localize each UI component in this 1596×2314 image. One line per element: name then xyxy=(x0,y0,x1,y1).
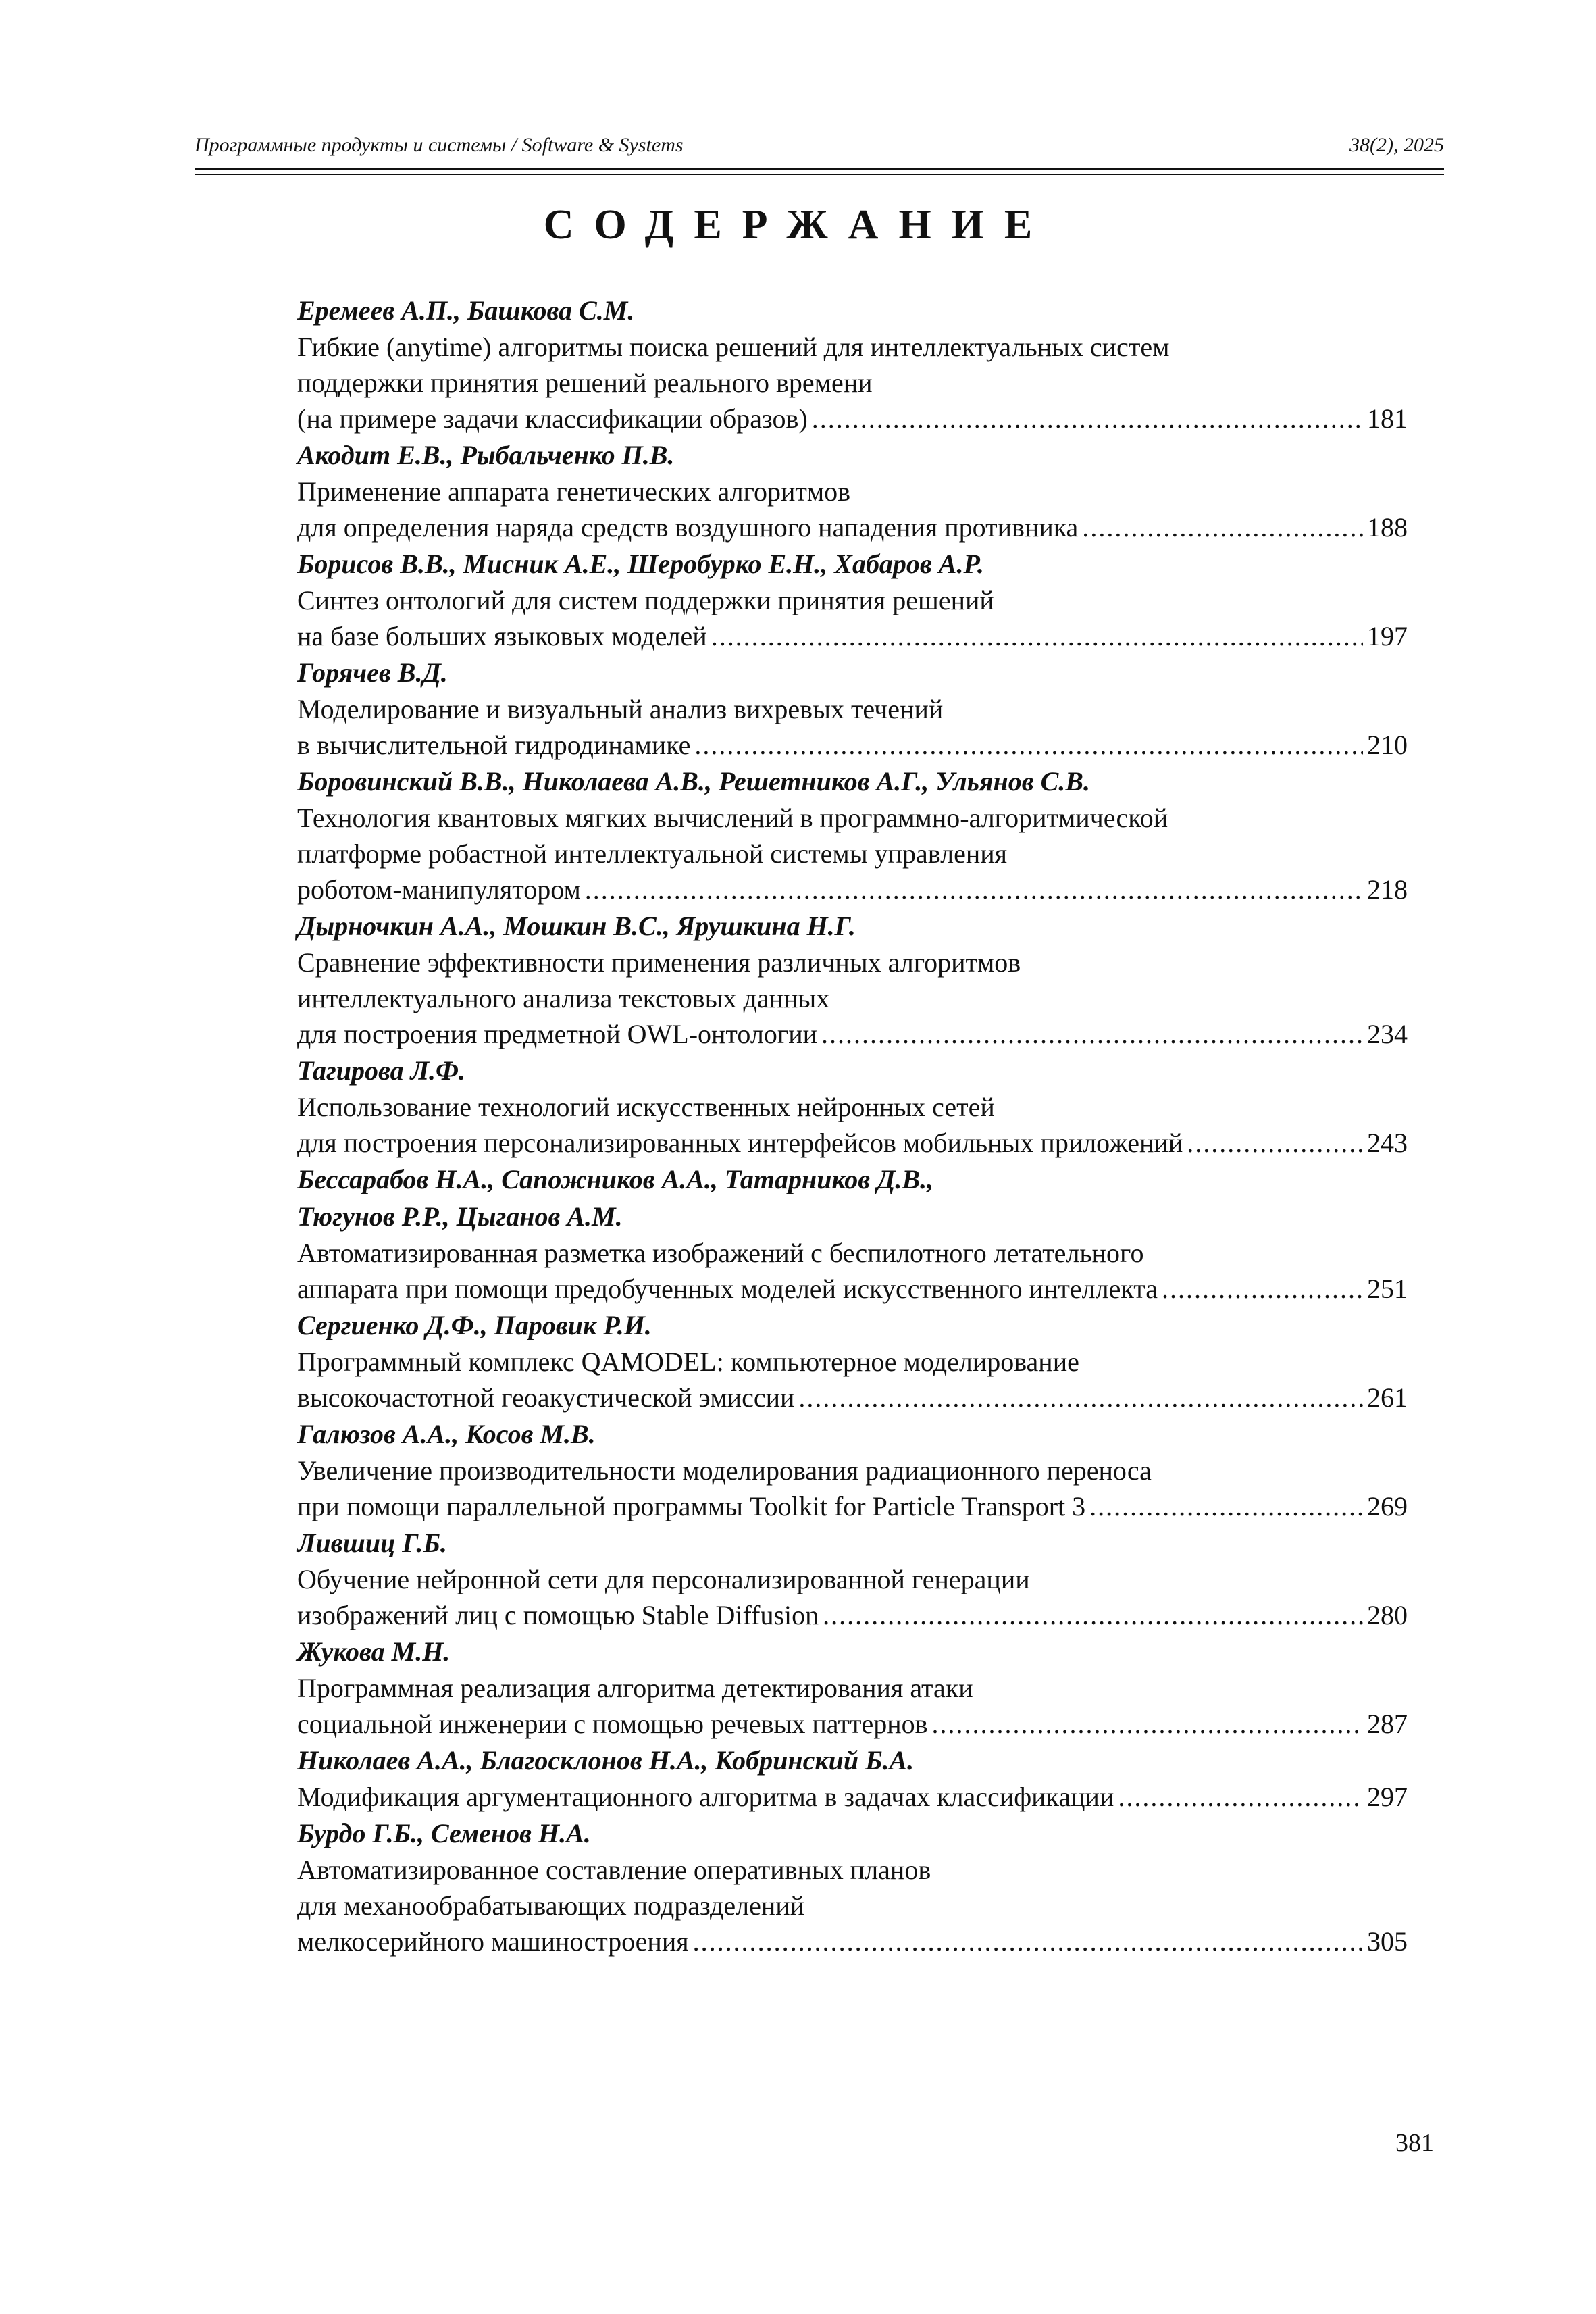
entry-last-line xyxy=(297,618,1408,654)
entry-authors: Дырночкин А.А., Мошкин В.С., Ярушкина Н.Г. xyxy=(297,911,856,941)
toc-entry xyxy=(297,1815,1408,1959)
toc-entry xyxy=(297,1742,1408,1815)
dot-leader xyxy=(1082,509,1363,545)
entry-title-line: для построения персонализированных интерфейсов мобильных приложений xyxy=(297,1128,1183,1158)
entry-authors: Бурдо Г.Б., Семенов Н.А. xyxy=(297,1818,591,1848)
entry-title-line: Программная реализация алгоритма детектирования атаки xyxy=(297,1673,973,1703)
header-rule-top xyxy=(195,168,1444,170)
entry-authors: Акодит Е.В., Рыбальченко П.В. xyxy=(297,440,675,470)
entry-last-line xyxy=(297,1380,1408,1415)
entry-title-line: Обучение нейронной сети для персонализированной генерации xyxy=(297,1564,1030,1594)
toc-entry xyxy=(297,545,1408,654)
entry-authors: Жукова М.Н. xyxy=(297,1636,451,1667)
entry-title-line: (на примере задачи классификации образов) xyxy=(297,403,808,434)
entry-page-number: 297 xyxy=(1367,1782,1408,1812)
toc-entry xyxy=(297,1052,1408,1161)
entry-title-line: изображений лиц с помощью Stable Diffusion xyxy=(297,1600,819,1630)
entry-title-line: при помощи параллельной программы Toolkit for Particle Transport 3 xyxy=(297,1491,1086,1521)
toc-entry xyxy=(297,1524,1408,1633)
entry-authors: Тюгунов Р.Р., Цыганов А.М. xyxy=(297,1201,623,1232)
entry-title-line: Автоматизированное составление оперативных планов xyxy=(297,1855,931,1885)
journal-title: Программные продукты и системы / Software & Systems xyxy=(195,134,684,156)
entry-page-number: 210 xyxy=(1367,730,1408,760)
entry-page-number: 287 xyxy=(1367,1709,1408,1739)
entry-last-line xyxy=(297,872,1408,907)
entry-last-line xyxy=(297,1706,1408,1742)
entry-page-number: 251 xyxy=(1367,1274,1408,1304)
entry-title-line: на базе больших языковых моделей xyxy=(297,621,707,651)
dot-leader xyxy=(932,1706,1364,1742)
entry-last-line xyxy=(297,1271,1408,1307)
dot-leader xyxy=(1187,1125,1363,1161)
dot-leader xyxy=(798,1380,1363,1415)
entry-title-line: Сравнение эффективности применения различных алгоритмов xyxy=(297,947,1021,978)
entry-authors: Тагирова Л.Ф. xyxy=(297,1055,466,1086)
entry-title-line: Гибкие (anytime) алгоритмы поиска решений для интеллектуальных систем xyxy=(297,332,1170,362)
entry-last-line xyxy=(297,727,1408,763)
entry-last-line xyxy=(297,401,1408,436)
toc-entry xyxy=(297,292,1408,436)
entry-title-line: для построения предметной OWL-онтологии xyxy=(297,1019,818,1049)
entry-authors: Николаев А.А., Благосклонов Н.А., Кобринский Б.А. xyxy=(297,1745,915,1776)
entry-title-line: мелкосерийного машиностроения xyxy=(297,1926,689,1957)
entry-authors: Лившиц Г.Б. xyxy=(297,1528,447,1558)
dot-leader xyxy=(812,401,1363,436)
toc-entry xyxy=(297,763,1408,907)
entry-title-line: Автоматизированная разметка изображений с беспилотного летательного xyxy=(297,1238,1144,1268)
entry-page-number: 197 xyxy=(1367,621,1408,651)
dot-leader xyxy=(821,1016,1363,1052)
entry-title-line: Технология квантовых мягких вычислений в программно-алгоритмической xyxy=(297,803,1168,833)
entry-last-line xyxy=(297,1923,1408,1959)
dot-leader xyxy=(823,1597,1363,1633)
entry-title-line: Модификация аргументационного алгоритма в задачах классификации xyxy=(297,1782,1114,1812)
running-header xyxy=(195,134,1444,162)
entry-last-line xyxy=(297,1779,1408,1815)
entry-title-line: поддержки принятия решений реального времени xyxy=(297,368,873,398)
entry-last-line xyxy=(297,1597,1408,1633)
entry-last-line xyxy=(297,1016,1408,1052)
entry-title-line: для механообрабатывающих подразделений xyxy=(297,1890,805,1921)
entry-page-number: 261 xyxy=(1367,1382,1408,1413)
entry-title-line: для определения наряда средств воздушного нападения противника xyxy=(297,512,1079,543)
dot-leader xyxy=(1089,1488,1363,1524)
toc-entry xyxy=(297,436,1408,545)
entry-authors: Горячев В.Д. xyxy=(297,657,448,688)
entry-page-number: 305 xyxy=(1367,1926,1408,1957)
entry-authors: Боровинский В.В., Николаева А.В., Решетников А.Г., Ульянов С.В. xyxy=(297,766,1090,797)
toc-entry xyxy=(297,1307,1408,1415)
entry-title-line: в вычислительной гидродинамике xyxy=(297,730,691,760)
toc-entry xyxy=(297,1161,1408,1307)
entry-title-line: Моделирование и визуальный анализ вихревых течений xyxy=(297,694,944,724)
toc-entry xyxy=(297,1633,1408,1742)
entry-last-line xyxy=(297,509,1408,545)
entry-title-line: высокочастотной геоакустической эмиссии xyxy=(297,1382,795,1413)
entry-page-number: 181 xyxy=(1367,403,1408,434)
dot-leader xyxy=(585,872,1363,907)
dot-leader xyxy=(1118,1779,1363,1815)
entry-title-line: Применение аппарата генетических алгоритмов xyxy=(297,476,851,507)
page-title: СОДЕРЖАНИЕ xyxy=(543,202,1053,248)
entry-title-line: Использование технологий искусственных нейронных сетей xyxy=(297,1092,995,1122)
entry-last-line xyxy=(297,1488,1408,1524)
entry-page-number: 234 xyxy=(1367,1019,1408,1049)
toc-entry xyxy=(297,1415,1408,1524)
entry-page-number: 188 xyxy=(1367,512,1408,543)
entry-last-line xyxy=(297,1125,1408,1161)
entry-page-number: 280 xyxy=(1367,1600,1408,1630)
entry-title-line: аппарата при помощи предобученных моделей искусственного интеллекта xyxy=(297,1274,1158,1304)
dot-leader xyxy=(693,1923,1363,1959)
entry-title-line: Программный комплекс QAMODEL: компьютерное моделирование xyxy=(297,1347,1079,1377)
entry-authors: Бессарабов Н.А., Сапожников А.А., Татарников Д.В., xyxy=(297,1164,934,1194)
entry-authors: Сергиенко Д.Ф., Паровик Р.И. xyxy=(297,1310,652,1340)
dot-leader xyxy=(694,727,1363,763)
header-rule-bottom xyxy=(195,174,1444,175)
entry-page-number: 243 xyxy=(1367,1128,1408,1158)
entry-authors: Борисов В.В., Мисник А.Е., Шеробурко Е.Н., Хабаров А.Р. xyxy=(297,549,984,579)
entry-authors: Галюзов А.А., Косов М.В. xyxy=(297,1419,596,1449)
entry-title-line: роботом-манипулятором xyxy=(297,874,581,905)
entry-title-line: социальной инженерии с помощью речевых паттернов xyxy=(297,1709,928,1739)
entry-title-line: Увеличение производительности моделирования радиационного переноса xyxy=(297,1455,1152,1486)
entry-title-line: платформе робастной интеллектуальной системы управления xyxy=(297,838,1008,869)
page-number: 381 xyxy=(1395,2129,1434,2157)
toc-entry xyxy=(297,654,1408,763)
toc-entry xyxy=(297,907,1408,1052)
dot-leader xyxy=(711,618,1363,654)
entry-page-number: 218 xyxy=(1367,874,1408,905)
entry-authors: Еремеев А.П., Башкова С.М. xyxy=(297,295,635,326)
issue-number: 38(2), 2025 xyxy=(1349,134,1444,156)
entry-page-number: 269 xyxy=(1367,1491,1408,1521)
entry-title-line: интеллектуального анализа текстовых данных xyxy=(297,983,830,1013)
dot-leader xyxy=(1162,1271,1363,1307)
entry-title-line: Синтез онтологий для систем поддержки принятия решений xyxy=(297,585,994,615)
table-of-contents xyxy=(297,292,1408,1959)
